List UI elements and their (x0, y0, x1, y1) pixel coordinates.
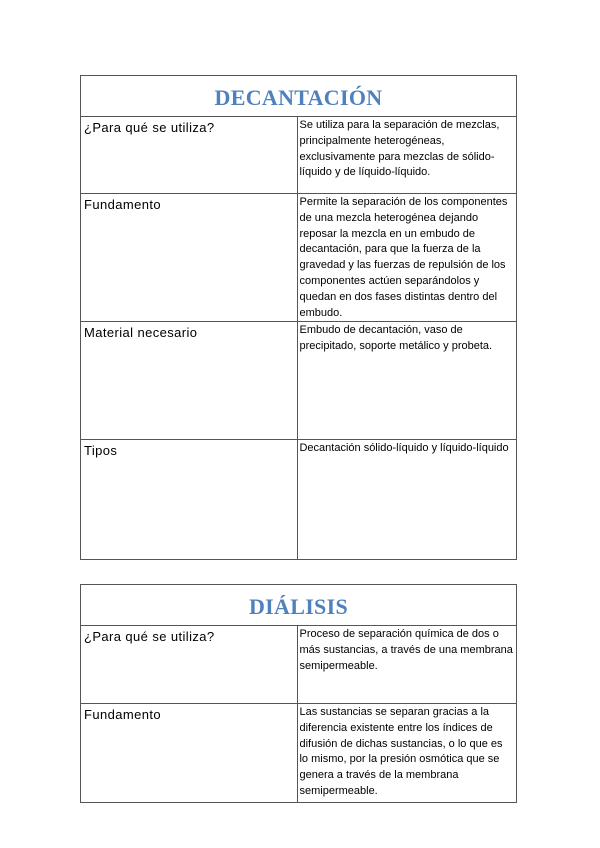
row-value-uso: Se utiliza para la separación de mezclas, principalmente heterogéneas, exclusivamente para mezclas de sólido-líquido y de líquido-líquido. (298, 117, 517, 194)
row-label-uso: ¿Para qué se utiliza? (81, 626, 298, 704)
table-row (81, 704, 517, 803)
table-row (81, 117, 517, 194)
decantacion-title: DECANTACIÓN (81, 76, 517, 117)
row-label-tipos: Tipos (81, 440, 298, 560)
row-label-fundamento: Fundamento (81, 704, 298, 803)
row-value-fundamento: Permite la separación de los componentes de una mezcla heterogénea dejando reposar la mezcla en un embudo de decantación, para que la fuerza de la gravedad y las fuerzas de repulsión de los componentes actúen separándolos y quedan en dos fases distintas dentro del embudo. (298, 194, 517, 322)
row-value-tipos: Decantación sólido-líquido y líquido-líquido (298, 440, 517, 560)
row-value-material: Embudo de decantación, vaso de precipitado, soporte metálico y probeta. (298, 322, 517, 440)
row-label-material: Material necesario (81, 322, 298, 440)
table-row (81, 194, 517, 322)
row-value-fundamento: Las sustancias se separan gracias a la diferencia existente entre los índices de difusión de dichas sustancias, o lo que es lo mismo, por la presión osmótica que se genera a través de la membrana semipermeable. (298, 704, 517, 803)
dialisis-table (80, 584, 517, 803)
row-label-uso: ¿Para qué se utiliza? (81, 117, 298, 194)
table-row (81, 322, 517, 440)
row-label-fundamento: Fundamento (81, 194, 298, 322)
row-value-uso: Proceso de separación química de dos o más sustancias, a través de una membrana semipermeable. (298, 626, 517, 704)
table-row (81, 626, 517, 704)
decantacion-table (80, 75, 517, 560)
table-row (81, 440, 517, 560)
dialisis-title: DIÁLISIS (81, 585, 517, 626)
